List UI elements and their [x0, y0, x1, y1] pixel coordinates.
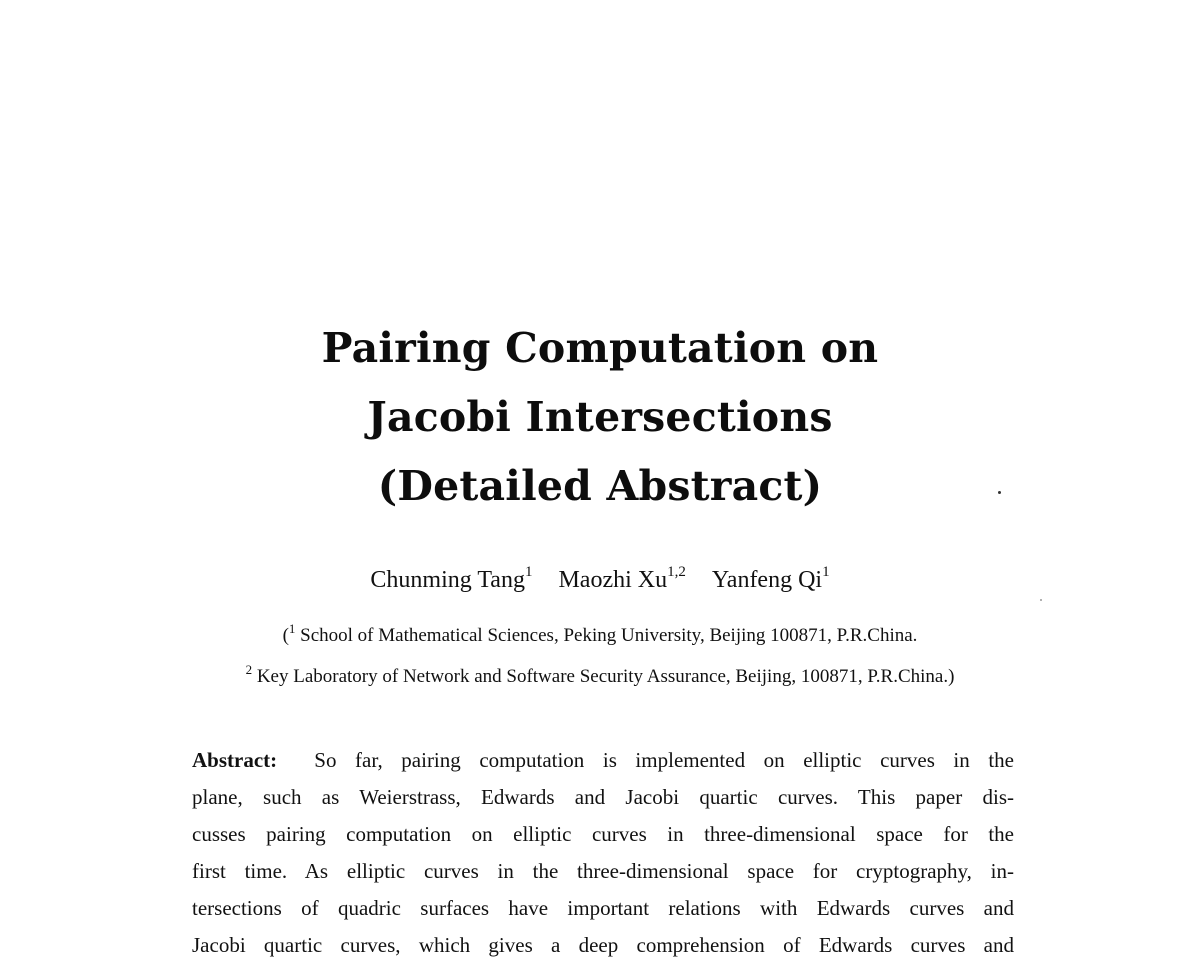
author-2 — [558, 564, 686, 593]
paper-title — [0, 314, 1200, 521]
scan-speck — [1040, 599, 1042, 601]
affiliation-2 — [0, 661, 1200, 690]
author-name: Maozhi Xu — [558, 567, 668, 593]
title-line-2: Jacobi Intersections — [367, 393, 833, 441]
author-affiliation-mark: 1,2 — [667, 564, 686, 580]
author-list — [0, 562, 1200, 598]
affiliation-text: Key Laboratory of Network and Software Security Assurance, Beijing, 100871, P.R.China.) — [256, 666, 955, 687]
affiliation-text: School of Mathematical Sciences, Peking University, Beijing 100871, P.R.China. — [300, 625, 918, 646]
abstract-line-3: cusses pairing computation on elliptic curves in three-dimensional space for the — [192, 822, 1014, 846]
affiliation-open-paren: ( — [282, 625, 289, 646]
abstract-body — [192, 742, 1014, 964]
abstract-line-1 — [192, 742, 1014, 779]
author-3 — [711, 564, 830, 593]
author-affiliation-mark: 1 — [822, 564, 830, 580]
author-affiliation-mark: 1 — [524, 564, 533, 580]
author-1 — [370, 564, 533, 593]
abstract-label: Abstract: — [192, 748, 278, 772]
affiliation-1 — [0, 620, 1200, 649]
author-name: Yanfeng Qi — [711, 567, 823, 593]
affiliation-mark: 1 — [288, 620, 296, 636]
abstract-line-5: tersections of quadric surfaces have important relations with Edwards curves and — [192, 896, 1014, 920]
abstract-line-text: So far, pairing computation is implemented on elliptic curves in the — [314, 748, 1014, 772]
title-line-3: (Detailed Abstract) — [377, 462, 823, 510]
title-line-1: Pairing Computation on — [321, 324, 879, 372]
abstract-line-4: first time. As elliptic curves in the three-dimensional space for cryptography, in- — [192, 859, 1014, 883]
affiliation-mark: 2 — [245, 661, 253, 677]
abstract-line-2: plane, such as Weierstrass, Edwards and Jacobi quartic curves. This paper dis- — [192, 785, 1014, 809]
abstract-line-6: Jacobi quartic curves, which gives a deep comprehension of Edwards curves and — [192, 933, 1014, 957]
author-name: Chunming Tang — [370, 567, 525, 593]
scan-speck — [998, 491, 1001, 494]
